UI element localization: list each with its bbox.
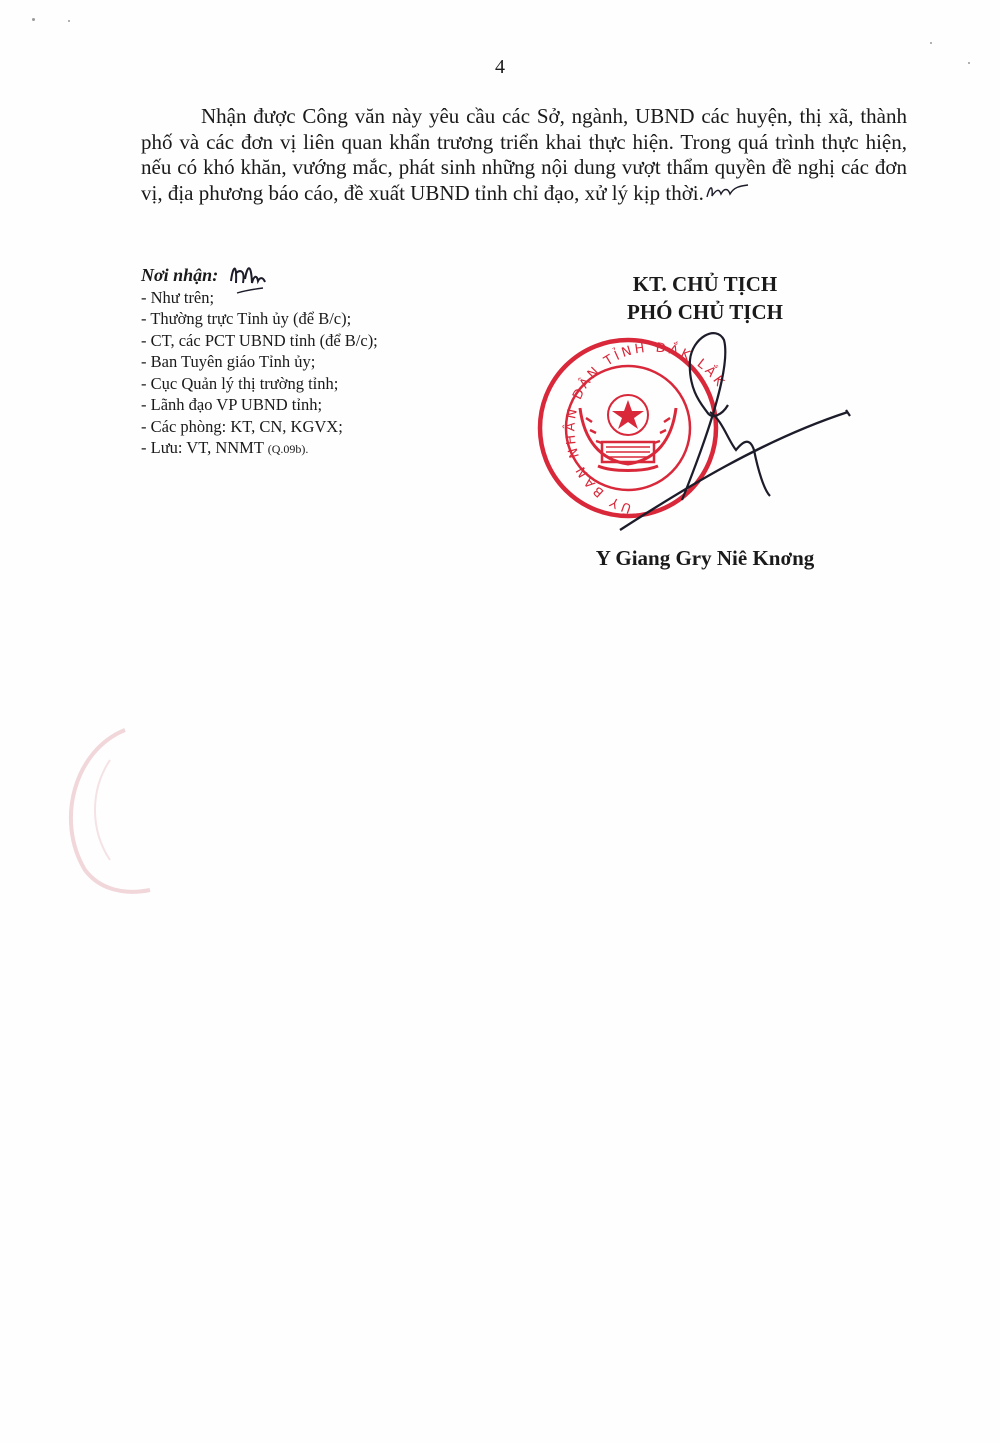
body-paragraph: [141, 104, 907, 206]
recipient-item: - Cục Quản lý thị trường tỉnh;: [141, 373, 339, 393]
recipient-item-archive: [141, 437, 471, 461]
official-stamp-icon: [540, 340, 728, 518]
recipient-item: - Lãnh đạo VP UBND tỉnh;: [141, 395, 323, 414]
body-paragraph-text: Nhận được Công văn này yêu cầu các Sở, ngành, UBND các huyện, thị xã, thành phố và các đơn vị liên quan khẩn trương triển khai thực hiện. Trong quá trình thực hiện, nếu có khó khăn, vướng mắc, phát sinh những nội dung vượt thẩm quyền đề nghị các đơn vị, địa phương báo cáo, đề xuất UBND tỉnh chỉ đạo, xử lý kịp thời.: [141, 104, 907, 205]
recipient-item: - CT, các PCT UBND tỉnh (để B/c);: [141, 330, 378, 350]
scan-speck: [32, 18, 35, 21]
signature-title-line2: PHÓ CHỦ TỊCH: [627, 300, 783, 324]
faint-stamp-bleed-icon: [55, 720, 165, 900]
recipient-item: - Thường trực Tỉnh ủy (để B/c);: [141, 309, 352, 328]
handwritten-initials-icon: [227, 259, 283, 295]
signature-title-line1: KT. CHỦ TỊCH: [632, 272, 778, 296]
svg-text:ỦY BAN NHÂN DÂN TỈNH ĐẮK LẮK: [562, 341, 728, 518]
recipient-item: - Ban Tuyên giáo Tỉnh ủy;: [141, 352, 316, 371]
official-signature-icon: [620, 333, 850, 530]
recipients-title-text: Nơi nhận:: [141, 265, 219, 285]
recipients-title: [141, 265, 218, 287]
signer-name: Y Giang Gry Niê Knơng: [595, 546, 815, 570]
archive-label: - Lưu: VT, NNMT: [141, 438, 264, 457]
page-number: 4: [495, 56, 505, 78]
recipients-block: [141, 265, 471, 461]
recipient-item: - Các phòng: KT, CN, KGVX;: [141, 416, 343, 436]
stamp-text: ỦY BAN NHÂN DÂN TỈNH ĐẮK LẮK: [563, 340, 729, 516]
signature-title-block: [560, 270, 850, 326]
official-stamp-with-signature: [532, 330, 852, 535]
scan-speck: [930, 42, 932, 44]
recipient-item: - Như trên;: [141, 287, 215, 307]
initial-mark-icon: [704, 182, 750, 202]
scan-speck: [68, 20, 70, 22]
archive-note: (Q.09b).: [267, 442, 309, 456]
